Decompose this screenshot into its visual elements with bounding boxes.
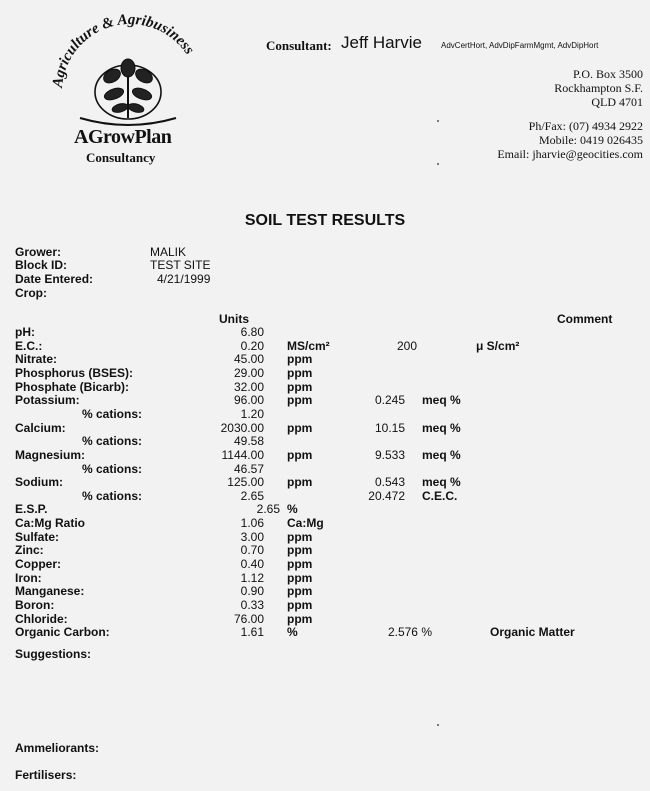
row-value: 1.20	[240, 407, 264, 421]
row-value: 96.00	[233, 393, 264, 407]
row-value: 1144.00	[221, 448, 264, 462]
row-label: Ca:Mg Ratio	[15, 516, 85, 530]
row-extra-value: 0.543	[374, 475, 405, 489]
date-value: 4/21/1999	[157, 272, 211, 286]
row-label: Nitrate:	[15, 352, 58, 366]
row-value: 0.70	[240, 543, 264, 557]
row-value: 1.12	[240, 571, 264, 585]
row-unit: ppm	[287, 584, 313, 598]
logo-arc-text: Agriculture & Agribusiness	[50, 11, 198, 89]
row-label: Phosphate (Bicarb):	[15, 380, 130, 394]
scan-speck	[437, 163, 439, 165]
suggestions-label: Suggestions:	[15, 647, 92, 661]
plant-icon	[101, 59, 155, 118]
row-extra-value: 0.245	[374, 393, 405, 407]
row-extra-value: 2.576 %	[387, 625, 432, 639]
phone-fax: Ph/Fax: (07) 4934 2922	[528, 119, 643, 133]
row-label: pH:	[15, 325, 35, 339]
row-value: 125.00	[227, 475, 264, 489]
block-label: Block ID:	[15, 258, 68, 272]
row-extra-value: 10.15	[374, 421, 405, 435]
comment-header: Comment	[557, 312, 613, 326]
row-label: Zinc:	[15, 543, 44, 557]
email: Email: jharvie@geocities.com	[497, 147, 643, 161]
row-label: Sulfate:	[15, 530, 60, 544]
row-value: 2030.00	[220, 421, 264, 435]
row-label: Boron:	[15, 598, 55, 612]
scan-speck	[437, 120, 439, 122]
row-unit: ppm	[287, 557, 313, 571]
row-label: Phosphorus (BSES):	[15, 366, 134, 380]
grower-label: Grower:	[15, 245, 62, 259]
row-value: 29.00	[233, 366, 264, 380]
row-value: 0.90	[240, 584, 264, 598]
row-value: 0.40	[240, 557, 264, 571]
row-label: % cations:	[82, 407, 143, 421]
consultant-quals: AdvCertHort, AdvDipFarmMgmt, AdvDipHort	[441, 41, 599, 50]
row-label: % cations:	[82, 434, 143, 448]
row-extra-unit: Organic Matter	[490, 625, 575, 639]
fertilisers-label: Fertilisers:	[15, 768, 77, 782]
date-label: Date Entered:	[15, 272, 94, 286]
row-unit: %	[287, 502, 298, 516]
row-unit: ppm	[287, 543, 313, 557]
svg-text:Agriculture & Agribusiness	[50, 12, 197, 90]
row-unit: %	[287, 625, 298, 639]
ameliorants-label: Ammeliorants:	[15, 741, 100, 755]
row-unit: ppm	[287, 598, 313, 612]
row-label: % cations:	[82, 489, 143, 503]
row-label: Organic Carbon:	[15, 625, 110, 639]
block-value: TEST SITE	[150, 258, 211, 272]
row-label: E.S.P.	[15, 502, 48, 516]
row-unit: ppm	[287, 475, 313, 489]
row-value: 1.06	[240, 516, 264, 530]
row-label: Potassium:	[15, 393, 80, 407]
row-extra-value: 20.472	[368, 489, 405, 503]
row-label: Sodium:	[15, 475, 63, 489]
row-unit: ppm	[287, 571, 313, 585]
row-value: 3.00	[240, 530, 264, 544]
row-unit: ppm	[287, 448, 313, 462]
row-value: 45.00	[233, 352, 264, 366]
row-extra-unit: μ S/cm²	[476, 339, 520, 353]
address-line3: QLD 4701	[591, 95, 643, 109]
row-label: Calcium:	[15, 421, 66, 435]
row-unit: ppm	[287, 380, 313, 394]
row-unit: ppm	[287, 393, 313, 407]
row-label: Manganese:	[15, 584, 85, 598]
consultant-label: Consultant:	[266, 38, 332, 53]
row-value: 6.80	[240, 325, 264, 339]
row-value: 76.00	[233, 612, 264, 626]
row-unit: MS/cm²	[287, 339, 330, 353]
row-unit: ppm	[287, 421, 313, 435]
address-line1: P.O. Box 3500	[572, 67, 643, 81]
row-label: Chloride:	[15, 612, 68, 626]
row-extra-unit: meq %	[422, 448, 461, 462]
row-value: 49.58	[233, 434, 264, 448]
row-label: Magnesium:	[15, 448, 86, 462]
grower-value: MALIK	[150, 245, 187, 259]
units-header: Units	[219, 312, 249, 326]
consultant-name: Jeff Harvie	[341, 33, 422, 52]
row-value: 2.65	[256, 502, 280, 516]
row-extra-unit: meq %	[422, 393, 461, 407]
row-label: Iron:	[15, 571, 42, 585]
brand-name: AGrowPlan	[74, 126, 172, 148]
row-value: 2.65	[240, 489, 264, 503]
mobile: Mobile: 0419 026435	[539, 133, 643, 147]
brand-sub: Consultancy	[86, 150, 156, 165]
row-unit: Ca:Mg	[287, 516, 324, 530]
address-line2: Rockhampton S.F.	[554, 81, 643, 95]
row-label: E.C.:	[15, 339, 43, 353]
row-unit: ppm	[287, 530, 313, 544]
row-extra-unit: meq %	[422, 421, 461, 435]
row-value: 32.00	[233, 380, 264, 394]
row-unit: ppm	[287, 612, 313, 626]
row-extra-value: 9.533	[374, 448, 405, 462]
row-label: % cations:	[82, 462, 143, 476]
row-extra-unit: meq %	[422, 475, 461, 489]
row-value: 46.57	[233, 462, 264, 476]
row-label: Copper:	[15, 557, 61, 571]
row-unit: ppm	[287, 366, 313, 380]
row-extra-value: 200	[396, 339, 417, 353]
row-unit: ppm	[287, 352, 313, 366]
row-value: 1.61	[240, 625, 264, 639]
page-title: SOIL TEST RESULTS	[244, 212, 406, 229]
row-value: 0.33	[240, 598, 264, 612]
row-extra-unit: C.E.C.	[422, 489, 458, 503]
row-value: 0.20	[240, 339, 264, 353]
crop-label: Crop:	[15, 286, 47, 300]
scan-speck	[437, 724, 439, 726]
